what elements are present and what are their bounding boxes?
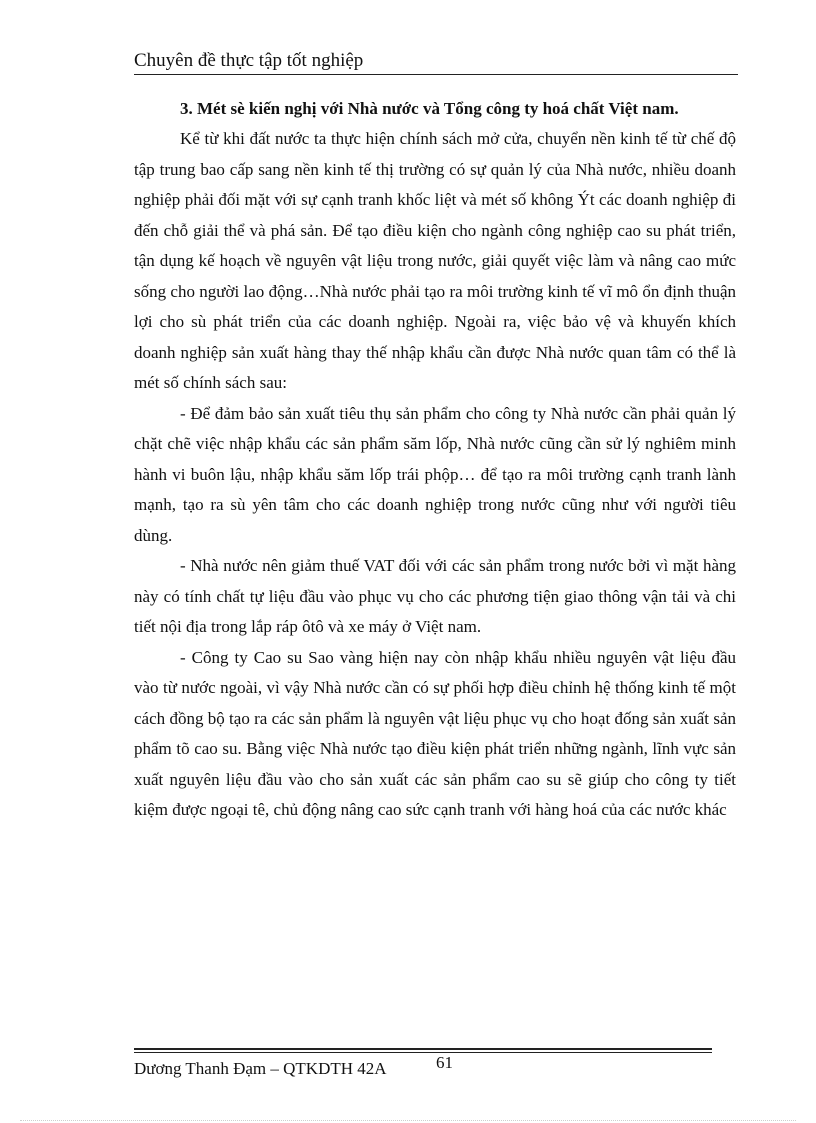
footer-rule <box>134 1048 712 1058</box>
page-edge-divider <box>20 1120 796 1121</box>
paragraph-import-control: - Để đảm bảo sản xuất tiêu thụ sản phẩm cho công ty Nhà nước cần phải quản lý chặt chẽ việc nhập khẩu các sản phẩm săm lốp, Nhà nước cũng cần sử lý nghiêm minh hành vi buôn lậu, nhập khẩu săm lốp trái phộp… để tạo ra môi trường cạnh tranh lành mạnh, tạo ra sù yên tâm cho các doanh nghiệp trong nước cũng như với người tiêu dùng. <box>134 403 736 545</box>
header-title: Chuyên đề thực tập tốt nghiệp <box>134 50 364 71</box>
footer-author: Dương Thanh Đạm – QTKDTH 42A <box>134 1059 387 1078</box>
paragraph-materials: - Công ty Cao su Sao vàng hiện nay còn nhập khẩu nhiều nguyên vật liệu đầu vào từ nước ngoài, vì vậy Nhà nước cần có sự phối hợp điều chỉnh hệ thống kinh tế một cách đồng bộ tạo ra các sản phẩm là nguyên vật liệu phục vụ cho hoạt đống sản xuất sản phẩm tõ cao su. Bằng việc Nhà nước tạo điều kiện phát triển những ngành, lĩnh vực sản xuất nguyên liệu đầu vào cho sản xuất các sản phẩm cao su sẽ giúp cho công ty tiết kiệm được ngoại tê, chủ động nâng cao sức cạnh tranh với hàng hoá của các nước khác <box>134 647 736 819</box>
footer-rule-thin <box>134 1052 712 1053</box>
paragraph-vat: - Nhà nước nên giảm thuế VAT đối với các sản phẩm trong nước bởi vì mặt hàng này có tính chất tự liệu đầu vào phục vụ cho các phương tiện giao thông vận tải và chi tiết nội địa trong lắp ráp ôtô và xe máy ở Việt nam. <box>134 556 736 636</box>
paragraph-intro: Kể từ khi đất nước ta thực hiện chính sách mở cửa, chuyển nền kinh tế từ chế độ tập trung bao cấp sang nền kinh tế thị trường có sự quản lý của Nhà nước, nhiều doanh nghiệp phải đối mặt với sự cạnh tranh khốc liệt và mét số không Ýt các doanh nghiệp đi đến chỗ giải thể và phá sản. Để tạo điều kiện cho ngành công nghiệp cao su phát triển, tận dụng kế hoạch về nguyên vật liệu trong nước, giải quyết việc làm và nâng cao mức sống cho người lao động…Nhà nước phải tạo ra môi trường kinh tế vĩ mô ổn định thuận lợi cho sù phát triển của các doanh nghiệp. Ngoài ra, việc bảo vệ và khuyến khích doanh nghiệp sản xuất hàng thay thế nhập khẩu cần được Nhà nước quan tâm có thể là mét số chính sách sau: <box>134 129 736 392</box>
page-number: 61 <box>436 1053 453 1072</box>
footer-rule-thick <box>134 1048 712 1050</box>
document-body <box>134 94 736 826</box>
page-header <box>134 48 738 75</box>
section-heading: 3. Mét sè kiến nghị với Nhà nước và Tổng công ty hoá chất Việt nam. <box>180 99 679 118</box>
